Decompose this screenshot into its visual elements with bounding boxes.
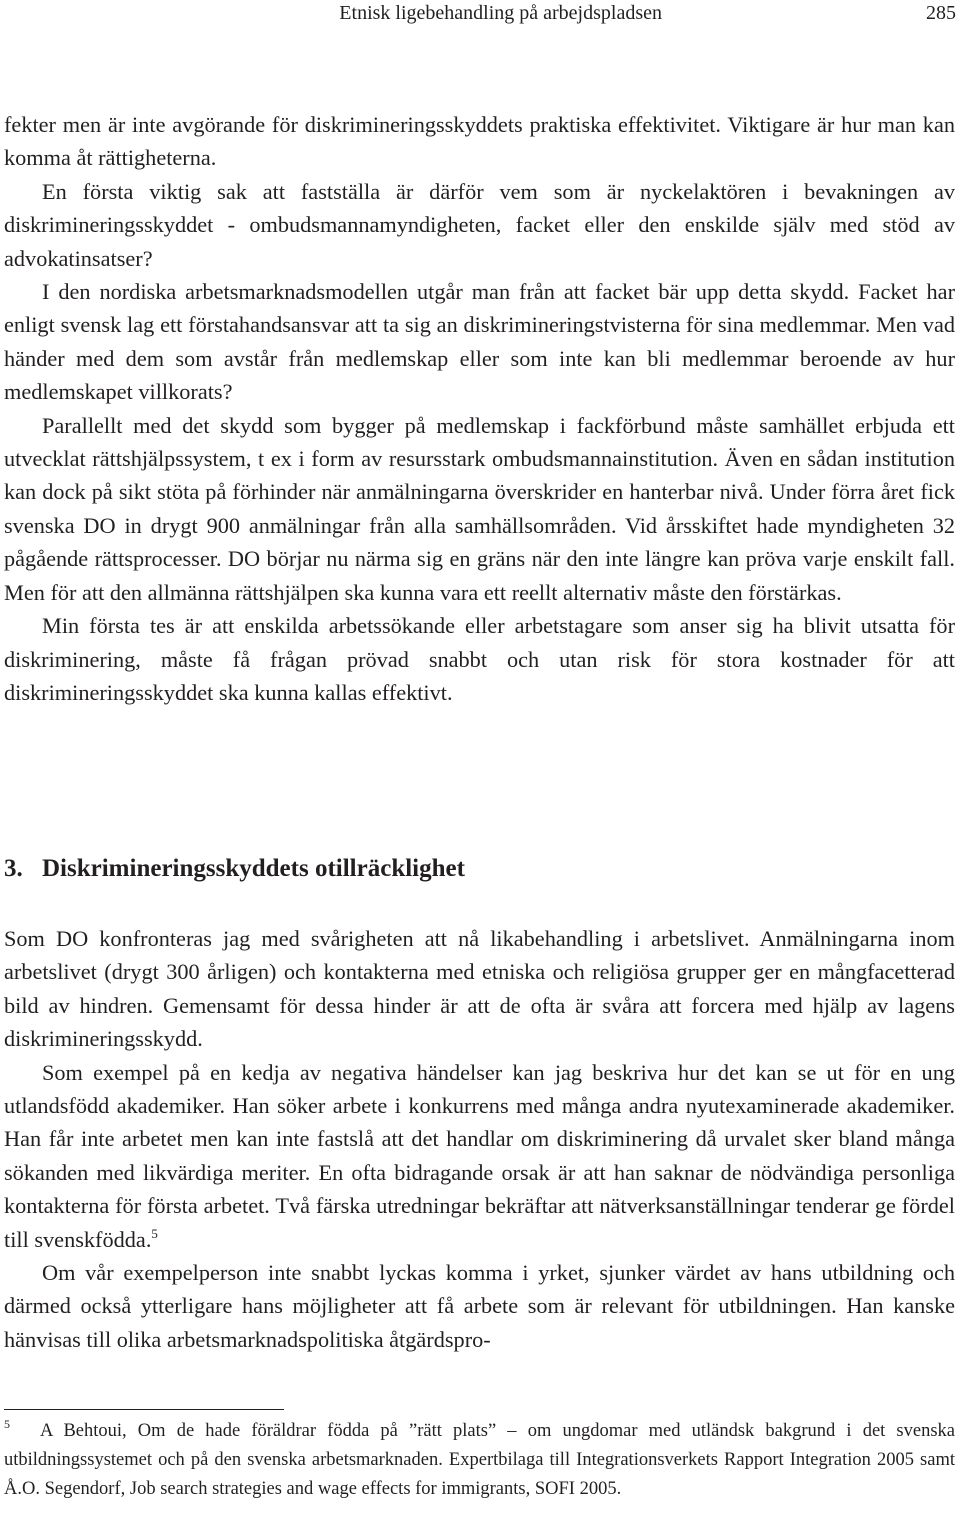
paragraph: fekter men är inte avgörande för diskrimineringsskyddets praktiska effektivitet. Viktigare är hur man kan komma åt rättigheterna. <box>4 112 955 171</box>
running-header <box>0 0 960 26</box>
running-title: Etnisk ligebehandling på arbejdspladsen <box>339 2 662 24</box>
paragraph: Min första tes är att enskilda arbetssökande eller arbetstagare som anser sig ha blivit utsatta för diskriminering, måste få frågan prövad snabbt och utan risk för stora kostnader för att diskrimineringsskyddet ska kunna kallas effektivt. <box>4 613 955 705</box>
footnote-text: A Behtoui, Om de hade föräldrar födda på ”rätt plats” – om ungdomar med utländsk bakgrund i det svenska utbildningssystemet och på den svenska arbetsmarknaden. Expertbilaga till Integrationsverkets Rapport Integration 2005 samt Å.O. Segendorf, Job search strategies and wage effects for immigrants, SOFI 2005. <box>4 1421 955 1499</box>
paragraph: Parallellt med det skydd som bygger på medlemskap i fackförbund måste samhället erbjuda ett utvecklat rättshjälpssystem, t ex i form av resursstark ombudsmannainstitution. Även en sådan institution kan dock på sikt stöta på förhinder när anmälningarna överskrider en hanterbar nivå. Under förra året fick svenska DO in drygt 900 anmälningar från alla samhällsområden. Vid årsskiftet hade myndigheten 32 pågående rättsprocesser. DO börjar nu närma sig en gräns när den inte längre kan pröva varje enskilt fall. Men för att den allmänna rättshjälpen ska kunna vara ett reellt alternativ måste den förstärkas. <box>4 412 955 605</box>
paragraph: Som DO konfronteras jag med svårigheten att nå likabehandling i arbetslivet. Anmälningarna inom arbetslivet (drygt 300 årligen) och kontakterna med etniska och religiösa grupper ger en mångfacetterad bild av hindren. Gemensamt för dessa hinder är att de ofta är svåra att forcera med hjälp av lagens diskrimineringsskydd. <box>4 926 955 1052</box>
footnote-reference[interactable]: 5 <box>151 1225 158 1241</box>
paragraph: I den nordiska arbetsmarknadsmodellen utgår man från att facket bär upp detta skydd. Facket har enligt svensk lag ett förstahandsansvar att ta sig an diskrimineringstvisterna för sina medlemmar. Men vad händer med dem som avstår från medlemskap eller som inte kan bli medlemmar beroende av hur medlemskapet villkorats? <box>4 279 955 405</box>
footnote-divider <box>4 1409 284 1410</box>
section-body <box>4 922 955 1356</box>
paragraph <box>4 1056 955 1256</box>
paragraph: En första viktig sak att fastställa är därför vem som är nyckelaktören i bevakningen av diskrimineringsskyddet - ombudsmannamyndigheten, facket eller den enskilde själv med stöd av advokatinsatser? <box>4 178 955 271</box>
paragraph-text: Som exempel på en kedja av negativa händelser kan jag beskriva hur det kan se ut för en ung utlandsfödd akademiker. Han söker arbete i konkurrens med många andra nyutexaminerade akademiker. Han får inte arbetet men kan inte fastslå att det handlar om diskriminering då urvalet sker bland många sökanden med likvärdiga meriter. En ofta bidragande orsak är att han saknar de nödvändiga personliga kontakterna för första arbetet. Två färska utredningar bekräftar att nätverksanställningar tenderar ge fördel till svenskfödda. <box>4 1059 955 1252</box>
page-number: 285 <box>926 2 956 24</box>
body-text <box>4 108 955 709</box>
section-title: Diskrimineringsskyddets otillräcklighet <box>42 855 465 882</box>
footnote <box>4 1417 955 1504</box>
footnote-number: 5 <box>4 1417 10 1431</box>
section-heading <box>4 849 955 889</box>
paragraph: Om vår exempelperson inte snabbt lyckas komma i yrket, sjunker värdet av hans utbildning och därmed också ytterligare hans möjligheter att få arbete som är relevant för utbildningen. Han kanske hänvisas till olika arbetsmarknadspolitiska åtgärdspro- <box>4 1260 955 1352</box>
section-number: 3. <box>4 855 23 882</box>
